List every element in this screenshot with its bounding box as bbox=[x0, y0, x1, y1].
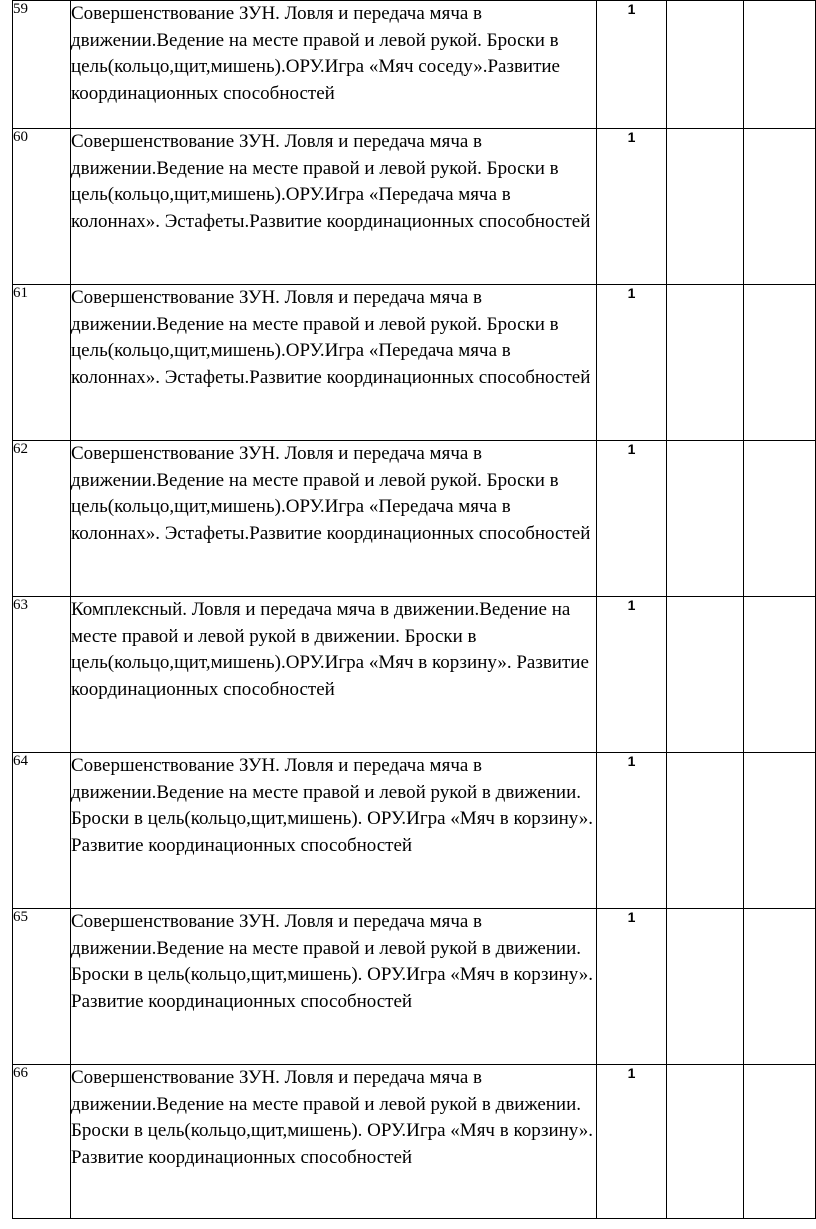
table-row bbox=[13, 129, 816, 285]
lesson-topic: Совершенствование ЗУН. Ловля и передача мяча в движении.Ведение на месте правой и левой рукой в движении. Броски в цель(кольцо,щит,мишень). ОРУ.Игра «Мяч в корзину». Развитие координационных способностей bbox=[71, 1065, 597, 1219]
table-row bbox=[13, 753, 816, 909]
lesson-topic: Совершенствование ЗУН. Ловля и передача мяча в движении.Ведение на месте правой и левой рукой. Броски в цель(кольцо,щит,мишень).ОРУ.Игра «Передача мяча в колоннах». Эстафеты.Развитие координационных способностей bbox=[71, 441, 597, 597]
date-plan-cell bbox=[667, 753, 744, 909]
lesson-number: 60 bbox=[13, 129, 71, 285]
table-row bbox=[13, 597, 816, 753]
table-row bbox=[13, 1065, 816, 1219]
lesson-hours: 1 bbox=[597, 753, 667, 909]
lesson-topic: Совершенствование ЗУН. Ловля и передача мяча в движении.Ведение на месте правой и левой рукой в движении. Броски в цель(кольцо,щит,мишень). ОРУ.Игра «Мяч в корзину». Развитие координационных способностей bbox=[71, 753, 597, 909]
lesson-topic: Комплексный. Ловля и передача мяча в движении.Ведение на месте правой и левой рукой в движении. Броски в цель(кольцо,щит,мишень).ОРУ.Игра «Мяч в корзину». Развитие координационных способностей bbox=[71, 597, 597, 753]
lesson-number: 62 bbox=[13, 441, 71, 597]
lesson-number: 61 bbox=[13, 285, 71, 441]
date-fact-cell bbox=[744, 129, 816, 285]
date-fact-cell bbox=[744, 597, 816, 753]
date-plan-cell bbox=[667, 285, 744, 441]
date-fact-cell bbox=[744, 909, 816, 1065]
date-plan-cell bbox=[667, 441, 744, 597]
lesson-plan-table bbox=[12, 0, 816, 1219]
lesson-number: 59 bbox=[13, 1, 71, 129]
date-fact-cell bbox=[744, 441, 816, 597]
lesson-number: 63 bbox=[13, 597, 71, 753]
lesson-number: 66 bbox=[13, 1065, 71, 1219]
lesson-topic: Совершенствование ЗУН. Ловля и передача мяча в движении.Ведение на месте правой и левой рукой. Броски в цель(кольцо,щит,мишень).ОРУ.Игра «Передача мяча в колоннах». Эстафеты.Развитие координационных способностей bbox=[71, 129, 597, 285]
date-plan-cell bbox=[667, 1065, 744, 1219]
lesson-hours: 1 bbox=[597, 285, 667, 441]
lesson-topic: Совершенствование ЗУН. Ловля и передача мяча в движении.Ведение на месте правой и левой рукой. Броски в цель(кольцо,щит,мишень).ОРУ.Игра «Передача мяча в колоннах». Эстафеты.Развитие координационных способностей bbox=[71, 285, 597, 441]
lesson-hours: 1 bbox=[597, 909, 667, 1065]
date-fact-cell bbox=[744, 285, 816, 441]
table-row bbox=[13, 1, 816, 129]
table-row bbox=[13, 909, 816, 1065]
lesson-hours: 1 bbox=[597, 129, 667, 285]
date-fact-cell bbox=[744, 753, 816, 909]
date-fact-cell bbox=[744, 1, 816, 129]
date-plan-cell bbox=[667, 909, 744, 1065]
date-plan-cell bbox=[667, 1, 744, 129]
lesson-number: 64 bbox=[13, 753, 71, 909]
lesson-topic: Совершенствование ЗУН. Ловля и передача мяча в движении.Ведение на месте правой и левой рукой в движении. Броски в цель(кольцо,щит,мишень). ОРУ.Игра «Мяч в корзину». Развитие координационных способностей bbox=[71, 909, 597, 1065]
table-row bbox=[13, 285, 816, 441]
lesson-number: 65 bbox=[13, 909, 71, 1065]
date-fact-cell bbox=[744, 1065, 816, 1219]
lesson-topic: Совершенствование ЗУН. Ловля и передача мяча в движении.Ведение на месте правой и левой рукой. Броски в цель(кольцо,щит,мишень).ОРУ.Игра «Мяч соседу».Развитие координационных способностей bbox=[71, 1, 597, 129]
date-plan-cell bbox=[667, 597, 744, 753]
date-plan-cell bbox=[667, 129, 744, 285]
lesson-hours: 1 bbox=[597, 1, 667, 129]
lesson-hours: 1 bbox=[597, 441, 667, 597]
lesson-hours: 1 bbox=[597, 597, 667, 753]
lesson-hours: 1 bbox=[597, 1065, 667, 1219]
table-row bbox=[13, 441, 816, 597]
